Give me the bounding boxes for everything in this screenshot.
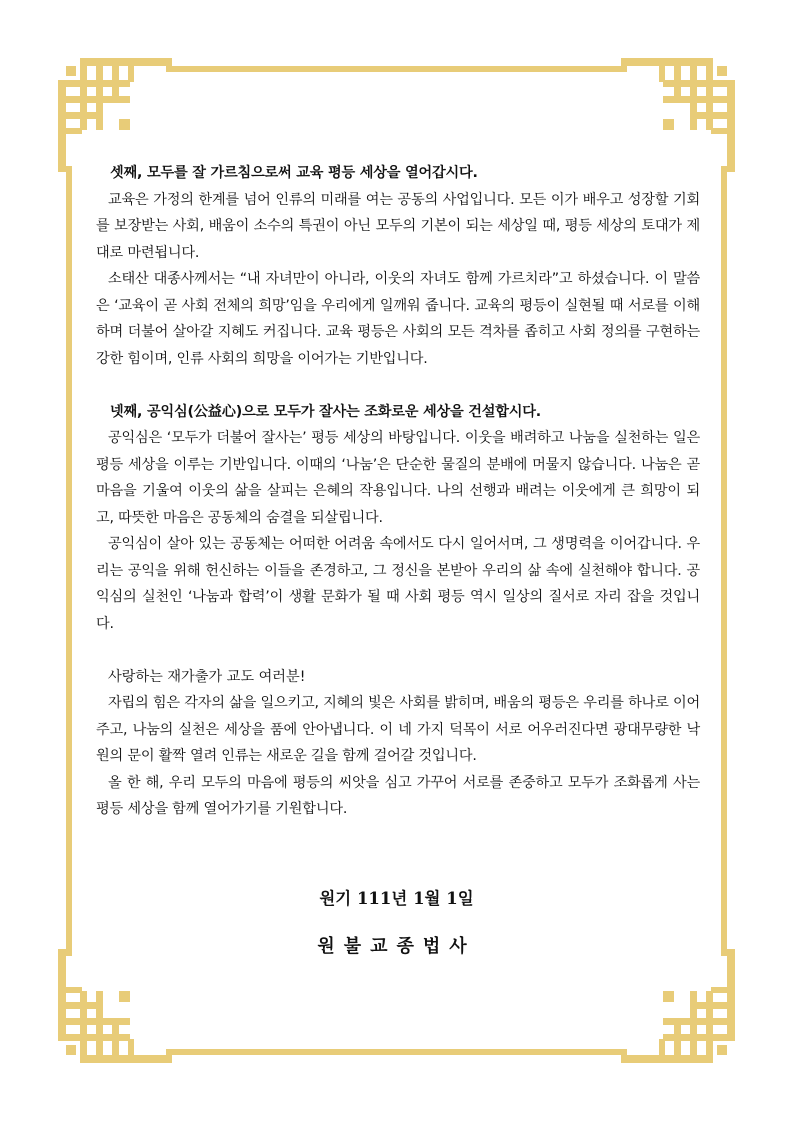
section-heading: 넷째, 공익심(公益心)으로 모두가 잘사는 조화로운 세상을 건설합시다.: [110, 403, 541, 420]
corner-ornament-top-left: [58, 58, 172, 172]
document-body: [96, 160, 700, 823]
paragraph: 자립의 힘은 각자의 삶을 일으키고, 지혜의 빛은 사회를 밝히며, 배움의 평등은 우리를 하나로 이어주고, 나눔의 실천은 세상을 품에 안아냅니다. 이 네 가지 덕목이 서로 어우러진다면 광대무량한 낙원의 문이 활짝 열려 인류는 새로운 길을 함께 걸어갈 것입니다.: [96, 695, 700, 764]
paragraph: 교육은 가정의 한계를 넘어 인류의 미래를 여는 공동의 사업입니다. 모든 이가 배우고 성장할 기회를 보장받는 사회, 배움이 소수의 특권이 아닌 모두의 기본이 되는 세상일 때, 평등 세상의 토대가 제대로 마련됩니다.: [96, 191, 700, 261]
corner-ornament-bottom-right: [621, 949, 735, 1063]
paragraph: 올 한 해, 우리 모두의 마음에 평등의 씨앗을 심고 가꾸어 서로를 존중하고 모두가 조화롭게 사는 평등 세상을 함께 열어가기를 기원합니다.: [96, 774, 700, 817]
closing-greeting: 사랑하는 재가출가 교도 여러분!: [108, 668, 306, 685]
document-date: 원기 111년 1월 1일: [319, 889, 474, 908]
corner-ornament-bottom-left: [58, 949, 172, 1063]
section-heading: 셋째, 모두를 잘 가르침으로써 교육 평등 세상을 열어갑시다.: [110, 165, 478, 181]
section-fourth: [96, 399, 700, 638]
paragraph: 공익심은 ‘모두가 더불어 잘사는’ 평등 세상의 바탕입니다. 이웃을 배려하고 나눔을 실천하는 일은 평등 세상을 이루는 기반입니다. 이때의 ‘나눔’은 단순한 물질의 분배에 머물지 않습니다. 나눔은 곧 마음을 기울여 이웃의 삶을 살피는 은혜의 작용입니다. 나의 선행과 배려는 이웃에게 큰 희망이 되고, 따뜻한 마음은 공동체의 숨결을 되살립니다.: [96, 430, 700, 526]
signature: 원불교종법사: [317, 936, 476, 957]
closing-section: [96, 664, 700, 823]
paragraph: 공익심이 살아 있는 공동체는 어떠한 어려움 속에서도 다시 일어서며, 그 생명력을 이어갑니다. 우리는 공익을 위해 헌신하는 이들을 존경하고, 그 정신을 본받아 우리의 삶 속에 실천해야 합니다. 공익심의 실천인 ‘나눔과 합력’이 생활 문화가 될 때 사회 평등 역시 일상의 질서로 자리 잡을 것입니다.: [96, 536, 700, 632]
paragraph: 소태산 대종사께서는 “내 자녀만이 아니라, 이웃의 자녀도 함께 가르치라”고 하셨습니다. 이 말씀은 ‘교육이 곧 사회 전체의 희망’임을 우리에게 일깨워 줍니다. 교육의 평등이 실현될 때 서로를 이해하며 더불어 살아갈 지혜도 커집니다. 교육 평등은 사회의 모든 격차를 좁히고 사회 정의를 구현하는 강한 힘이며, 인류 사회의 희망을 이어가는 기반입니다.: [96, 271, 700, 367]
section-third: [96, 160, 700, 372]
corner-ornament-top-right: [621, 58, 735, 172]
